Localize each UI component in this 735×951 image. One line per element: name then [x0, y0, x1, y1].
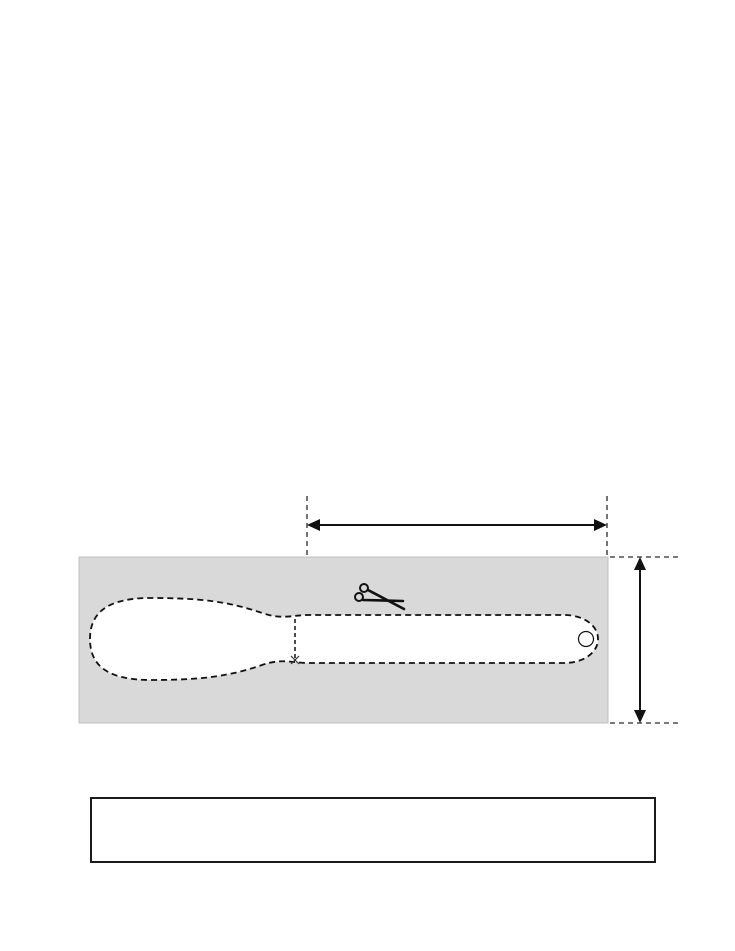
cut-slit-label	[307, 609, 321, 669]
ring-size-row-2	[0, 305, 735, 441]
ring-sizer-diagram	[0, 488, 735, 740]
height-dimension-label	[612, 608, 630, 672]
ruler-ticks	[92, 799, 654, 861]
us-size-marker	[579, 632, 594, 647]
width-dimension-arrow	[307, 519, 607, 531]
verification-ruler	[90, 797, 656, 863]
height-dimension-arrow	[634, 557, 646, 723]
ring-size-row-1	[0, 182, 735, 296]
sizer-head-labels	[107, 630, 312, 650]
